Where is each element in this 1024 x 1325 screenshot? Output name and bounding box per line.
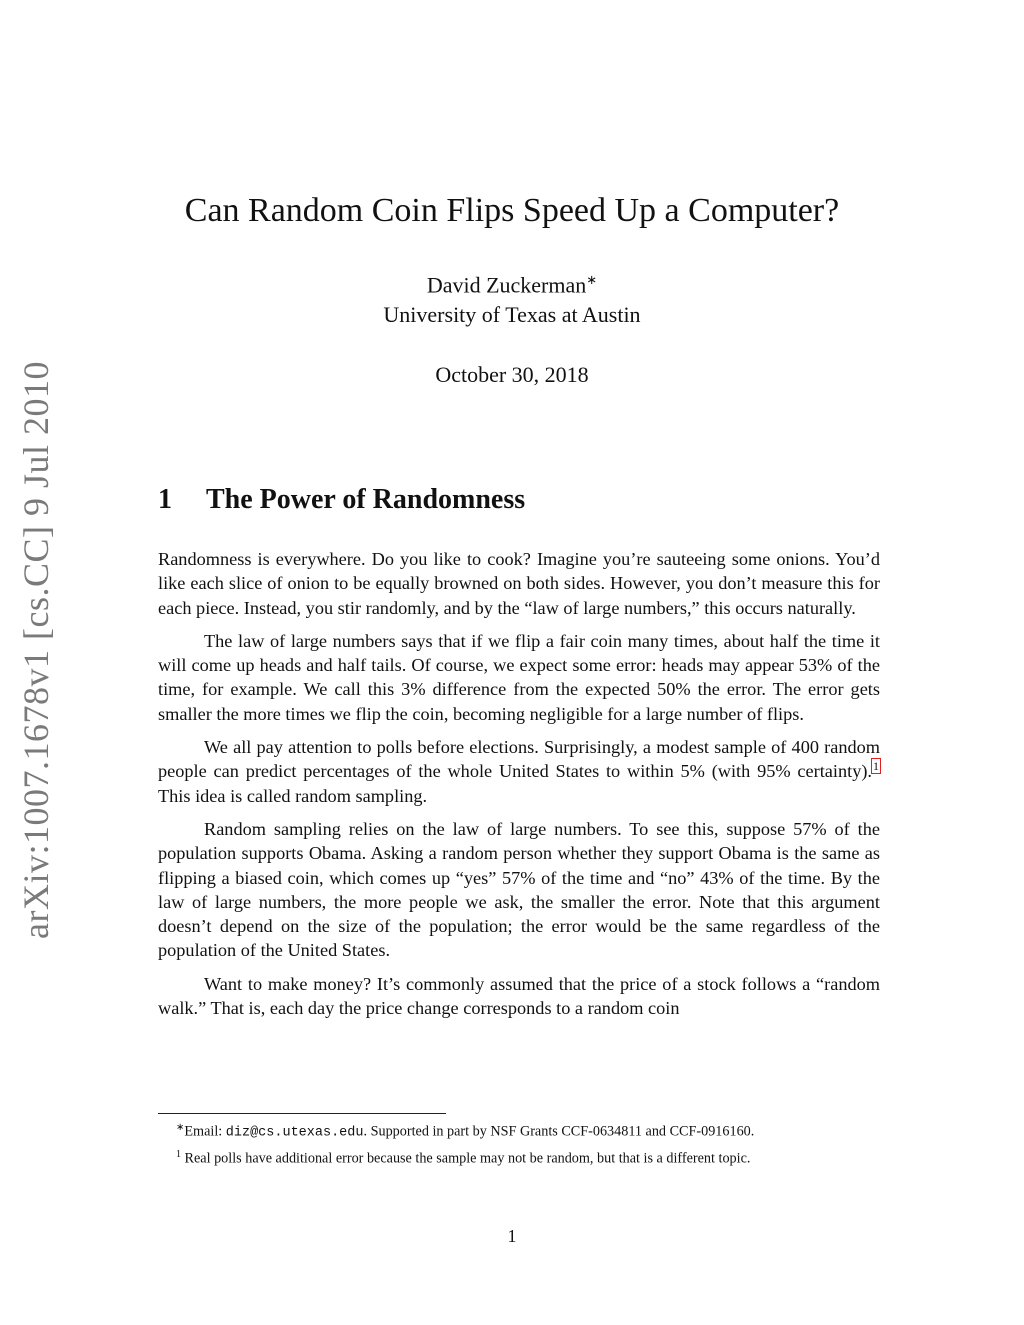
author-name: David Zuckerman — [426, 272, 587, 298]
paragraph-5: Want to make money? It’s commonly assumed that the price of a stock follows a “random walk.” That is, each day the price change corresponds to a random coin — [158, 973, 880, 1019]
footnote-email-label: Email: — [184, 1123, 223, 1140]
arxiv-identifier: arXiv:1007.1678v1 [cs.CC] 9 Jul 2010 — [16, 361, 56, 939]
section-number: 1 — [158, 484, 172, 515]
footnote-author-mark: ∗ — [176, 1122, 185, 1133]
footnote-divider — [158, 1113, 446, 1114]
paper-title: Can Random Coin Flips Speed Up a Computer? — [184, 192, 840, 229]
author-affiliation: University of Texas at Austin — [383, 302, 641, 327]
section-heading — [158, 484, 525, 516]
arxiv-stamp — [6, 361, 66, 939]
paragraph-1: Randomness is everywhere. Do you like to cook? Imagine you’re sauteeing some onions. You’d like each slice of onion to be equally browned on both sides. However, you don’t measure this for each piece. Instead, you stir randomly, and by the “law of large numbers,” this occurs naturally. — [158, 549, 880, 618]
paragraph-2: The law of large numbers says that if we flip a fair coin many times, about half the time it will come up heads and half tails. Of course, we expect some error: heads may appear 53% of the time, for example. We call this 3% difference from the expected 50% the error. The error gets smaller the more times we flip the coin, becoming negligible for a large number of flips. — [158, 630, 880, 724]
paper-date: October 30, 2018 — [435, 362, 589, 387]
footnotes — [158, 1118, 880, 1171]
footnote-author — [158, 1118, 880, 1143]
paragraph-3-text-a: We all pay attention to polls before elections. Surprisingly, a modest sample of 400 random people can predict percentages of the whole United States to within 5% (with 95% certainty). — [158, 737, 880, 782]
author-footnote-mark[interactable]: ∗ — [586, 272, 598, 287]
paragraph-3-text-b: This idea is called random sampling. — [158, 785, 428, 806]
section-title: The Power of Randomness — [206, 484, 526, 515]
footnote-1-link[interactable]: 1 — [873, 759, 879, 774]
author-email-link[interactable]: diz@cs.utexas.edu — [225, 1125, 364, 1141]
body-text — [158, 547, 880, 1029]
paragraph-4: Random sampling relies on the law of large numbers. To see this, suppose 57% of the population supports Obama. Asking a random person whether they support Obama is the same as flipping a biased coin, which comes up “yes” 57% of the time and “no” 43% of the time. By the law of large numbers, the more people we ask, the smaller the error. Note that this argument doesn’t depend on the size of the population; the error would be the same regardless of the population of the United States. — [158, 818, 880, 961]
paragraph-3 — [158, 735, 880, 808]
footnote-1 — [158, 1145, 880, 1169]
author-line — [0, 272, 1024, 298]
footnote-author-text: . Supported in part by NSF Grants CCF-0634811 and CCF-0916160. — [363, 1123, 755, 1140]
footnote-1-mark: 1 — [176, 1149, 181, 1161]
footnote-1-text: Real polls have additional error because the sample may not be random, but that is a different topic. — [184, 1150, 751, 1167]
page-number: 1 — [507, 1226, 517, 1246]
